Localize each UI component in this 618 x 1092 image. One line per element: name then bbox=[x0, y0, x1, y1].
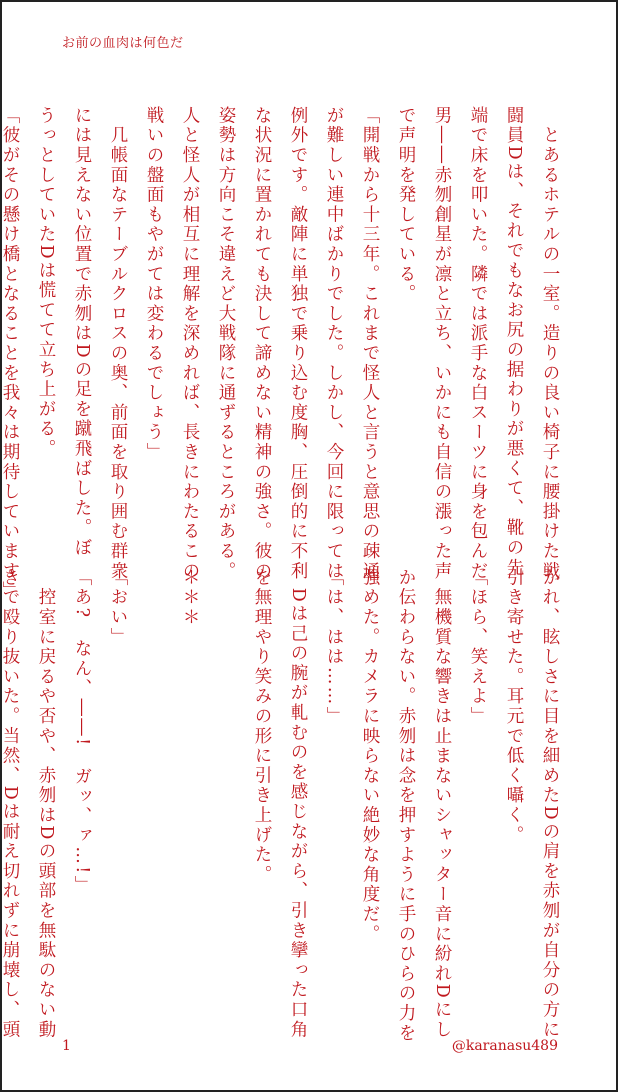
text-line: Dは己の腕が軋むのを感じながら、引き攣った口角 bbox=[288, 568, 308, 1040]
blank-line bbox=[136, 568, 172, 1020]
text-line: で声明を発している。 bbox=[396, 106, 416, 304]
text-line: 強めた。カメラに映らない絶妙な角度だ。 bbox=[360, 568, 380, 945]
text-line: な状況に置かれても決して諦めない精神の強さ。彼の bbox=[252, 106, 272, 582]
author-handle: @karanasu489 bbox=[451, 1038, 558, 1054]
page-number: 1 bbox=[62, 1038, 71, 1054]
text-line: には見えない位置で赤刎はDの足を蹴飛ばした。ぼ bbox=[72, 106, 92, 558]
text-line: 「おい」 bbox=[108, 568, 128, 648]
text-line: 控室に戻るや否や、赤刎はDの頭部を無駄のない動 bbox=[36, 568, 56, 1040]
text-line: 几帳面なテーブルクロスの奥、前面を取り囲む群衆 bbox=[108, 106, 128, 582]
page-title: お前の血肉は何色だ bbox=[62, 36, 184, 51]
text-line: 「彼がその懸け橋となることを我々は期待しています」 bbox=[0, 106, 20, 601]
text-line: 例外です。敵陣に単独で乗り込む度胸、圧倒的に不利 bbox=[288, 106, 308, 582]
text-line: かれ、眩しさに目を細めたDの肩を赤刎が自分の方に bbox=[540, 568, 560, 1040]
upper-text-block bbox=[0, 106, 568, 601]
scene-break: ＊＊＊ bbox=[180, 568, 200, 628]
lower-text-block bbox=[0, 568, 568, 1044]
blank-line bbox=[208, 568, 244, 1020]
text-line: 「あ? なん、――! ガッ、ァ…!」 bbox=[72, 568, 92, 896]
text-line: 「ほら、笑えよ」 bbox=[468, 568, 488, 727]
text-line: きで殴り抜いた。当然、Dは耐え切れずに崩壊し、頭 bbox=[0, 568, 20, 1040]
text-line: 無機質な響きは止まないシャッター音に紛れDにし bbox=[432, 568, 452, 1040]
text-line: 人と怪人が相互に理解を深めれば、長きにわたるこの bbox=[180, 106, 200, 582]
text-line: 戦いの盤面もやがては変わるでしょう」 bbox=[144, 106, 164, 463]
text-line: うっとしていたDは慌てて立ち上がる。 bbox=[36, 106, 56, 459]
text-line: 男――赤刎創星が凛と立ち、いかにも自信の漲った声 bbox=[432, 106, 452, 582]
text-line: 姿勢は方向こそ違えど大戦隊に通ずるところがある。 bbox=[216, 106, 236, 582]
text-line: とあるホテルの一室。造りの良い椅子に腰掛けた戦 bbox=[540, 106, 560, 582]
text-line: か伝わらない。赤刎は念を押すように手のひらの力を bbox=[396, 568, 416, 1044]
text-line: 闘員Dは、それでもなお尻の据わりが悪くて、靴の先 bbox=[504, 106, 524, 578]
text-line: 端で床を叩いた。隣では派手な白スーツに身を包んだ bbox=[468, 106, 488, 582]
text-line: 引き寄せた。耳元で低く囁く。 bbox=[504, 568, 524, 846]
text-line: 「開戦から十三年。これまで怪人と言うと意思の疎通 bbox=[360, 106, 380, 582]
text-line: が難しい連中ばかりでした。しかし、今回に限っては bbox=[324, 106, 344, 582]
text-line: 「は、はは……」 bbox=[324, 568, 344, 727]
text-line: を無理やり笑みの形に引き上げた。 bbox=[252, 568, 272, 885]
